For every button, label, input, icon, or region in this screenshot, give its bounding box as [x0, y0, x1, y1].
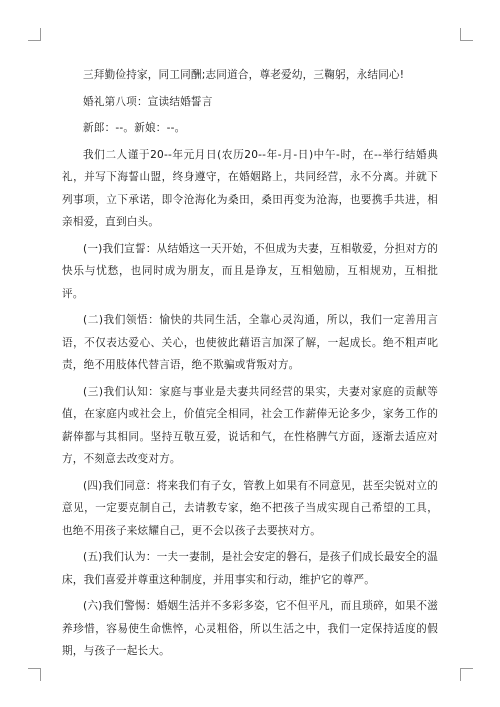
paragraph-bows: 三拜勤俭持家，同工同酬;志同道合，尊老爱幼，三鞠躬，永结同心!	[83, 69, 405, 81]
crop-mark-bottom-left	[28, 668, 41, 681]
paragraph-vow-three: (三)我们认知：家庭与事业是夫妻共同经营的果实，夫妻对家庭的贡献等值，在家庭内或社会上，价值完全相同，社会工作薪俸无论多少，家务工作的薪俸都与其相同。坚持互敬互爱，说话和气，在性格脾气方面，逐渐去适应对方，不刻意去改变对方。	[62, 385, 438, 465]
paragraph-vow-six: (六)我们警惕：婚姻生活并不多彩多姿，它不但平凡，而且琐碎，如果不滋养珍惜，容易使生命憔悴，心灵粗俗，所以生活之中，我们一定保持适度的假期，与孩子一起长大。	[62, 600, 438, 657]
document-body	[62, 64, 438, 663]
paragraph-vow-two: (二)我们领悟：愉快的共同生活，全靠心灵沟通，所以，我们一定善用言语，不仅表达爱心、关心，也使彼此藉语言加深了解，一起成长。绝不粗声叱责，绝不用肢体代替言语，绝不欺骗或背叛对方。	[62, 314, 438, 371]
paragraph-vow-five: (五)我们认为：一夫一妻制，是社会安定的磐石，是孩子们成长最安全的温床，我们喜爱并尊重这种制度，并用事实和行动，维护它的尊严。	[62, 551, 438, 586]
paragraph-groom-bride: 新郎：--。新娘：--。	[83, 122, 186, 134]
crop-mark-top-left	[28, 28, 41, 41]
crop-mark-bottom-right	[460, 668, 473, 681]
paragraph-vow-four: (四)我们同意：将来我们有子女，管教上如果有不同意见，甚至尖锐对立的意见，一定要克制自己，去请教专家，绝不把孩子当成实现自己希望的工具，也绝不用孩子来炫耀自己，更不会以孩子去要挟对方。	[62, 479, 438, 537]
paragraph-vow-one: (一)我们宣誓：从结婚这一天开始，不但成为夫妻，互相敬爱，分担对方的快乐与忧愁，也同时成为朋友，而且是诤友，互相勉励，互相规劝，互相批评。	[62, 242, 438, 300]
crop-mark-top-right	[460, 28, 473, 41]
paragraph-item-eight-heading: 婚礼第八项：宣读结婚誓言	[83, 95, 213, 108]
paragraph-vow-intro: 我们二人谨于20--年元月日(农历20--年-月-日)中午-时，在--举行结婚典礼，并写下海誓山盟，终身遵守，在婚姻路上，共同经营，永不分离。并就下列事项，立下承诺，即令沧海化为桑田，桑田再变为沧海，也要携手共进，相亲相爱，直到白头。	[62, 148, 438, 228]
